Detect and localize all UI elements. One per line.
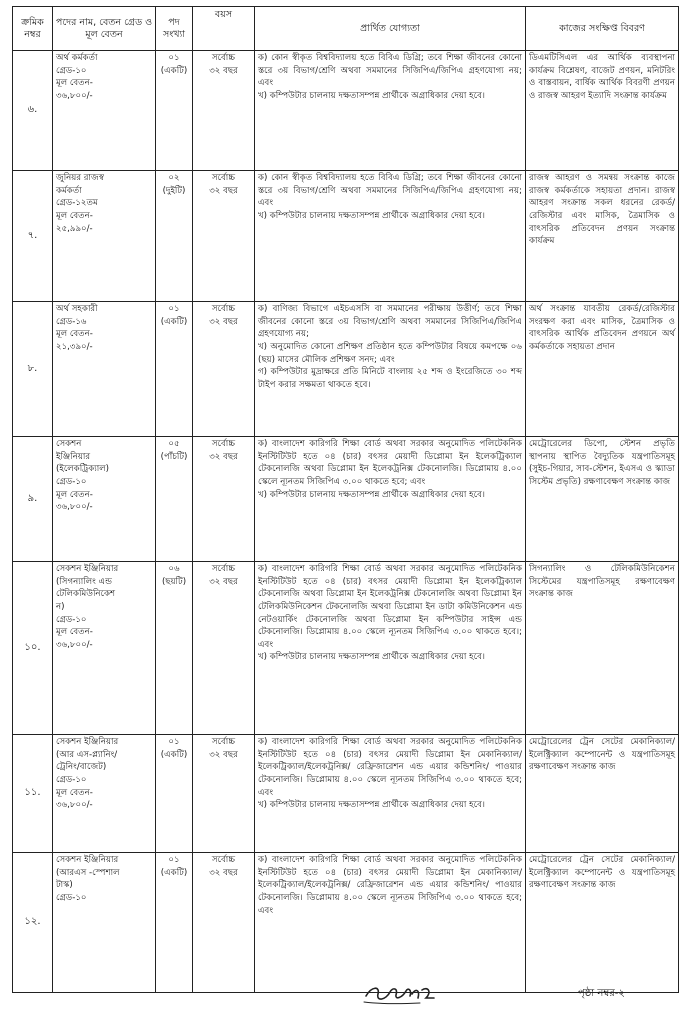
- post-line: মূল বেতন-: [56, 329, 93, 340]
- qualification-cell: [255, 853, 526, 993]
- post-line: মূল বেতন-: [56, 78, 93, 89]
- post-line: ইঞ্জিনিয়ার: [56, 451, 91, 462]
- post-line: সেকশন: [56, 439, 82, 449]
- age-cell: [193, 735, 255, 853]
- serial-cell: ৮.: [13, 302, 53, 437]
- age-cell: [193, 51, 255, 171]
- header-qualification: প্রার্থিত যোগ্যতা: [255, 7, 526, 51]
- count-line: (দুইটি): [162, 185, 186, 196]
- post-line: (আরএস -স্পেশাল: [56, 867, 120, 878]
- qualification-cell: [255, 171, 526, 302]
- post-line: মূল বেতন-: [56, 627, 93, 638]
- table-row: [13, 51, 679, 171]
- age-line: ৩২ বছর: [209, 316, 238, 327]
- qualification-cell: [255, 302, 526, 437]
- qualification-item: ক) বাংলাদেশ কারিগরি শিক্ষা বোর্ড অথবা সরকার অনুমোদিত পলিটেকনিক ইনস্টিটিউট হতে ০৪ (চার) বৎসর মেয়াদী ডিপ্লোমা ইন মেকানিক্যাল/ ইলেকট্রিক্যাল/ইলেকট্রনিক্স/ রেফ্রিজারেশন এন্ড এয়ার কন্ডিশনিং/ পাওয়ার টেকনোলজি। ডিপ্লোমায় ৪.০০ স্কেলে ন্যূনতম সিজিপিএ ৩.০০ থাকতে হবে; এবং: [258, 855, 522, 916]
- count-line: (একটি): [160, 867, 188, 878]
- age-line: ৩২ বছর: [209, 451, 238, 462]
- description-cell: মেট্রোরেলের ট্রেন সেটের মেকানিক্যাল/ ইলেক্ট্রিক্যাল কম্পোনেন্ট ও যন্ত্রপাতিসমূহ রক্ষণাবেক্ষণ সংক্রান্ত কাজ: [526, 853, 679, 993]
- post-line: ৩৬,৮০০/-: [56, 90, 93, 101]
- posts-table: [12, 6, 679, 993]
- post-line: গ্রেড-১০: [56, 65, 87, 76]
- signature: [360, 978, 445, 1008]
- post-line: গ্রেড-১৬: [56, 316, 87, 327]
- post-line: অর্থ কর্মকর্তা: [56, 53, 98, 63]
- table-row: [13, 171, 679, 302]
- table-row: [13, 437, 679, 562]
- count-line: ০১: [168, 737, 180, 747]
- description-cell: রাজস্ব আহরণ ও সমন্বয় সংক্রান্ত কাজে রাজস্ব কর্মকর্তাকে সহায়তা প্রদান। রাজস্ব আহরণ সংক্রান্ত সকল ধরনের রেকর্ড/রেজিস্টার এবং মাসিক, ত্রৈমাসিক ও বাৎসরিক প্রতিবেদন প্রণয়ন সংক্রান্ত কার্যক্রম: [526, 171, 679, 302]
- post-cell: [53, 437, 156, 562]
- post-line: (ইলেকট্রিক্যাল): [56, 464, 110, 475]
- qualification-item: খ) কম্পিউটার চালনায় দক্ষতাসম্পন্ন প্রার্থীকে অগ্রাধিকার দেয়া হবে।: [258, 210, 485, 221]
- qualification-cell: [255, 51, 526, 171]
- count-line: (পাঁচটি): [160, 451, 188, 462]
- description-cell: মেট্রোরেলের ডিপো, স্টেশন প্রভৃতি স্থাপনায় স্থাপিত বৈদ্যুতিক যন্ত্রপাতিসমূহ (সুইচ-গিয়ার, সাব-স্টেশন, ইএসএ ও স্ক্যাডা সিস্টেম প্রভৃতি) রক্ষণাবেক্ষণ সংক্রান্ত কাজ: [526, 437, 679, 562]
- qualification-cell: [255, 735, 526, 853]
- table-row: [13, 302, 679, 437]
- header-serial: ক্রমিক নম্বর: [13, 7, 53, 51]
- post-line: টেলিকমিউনিকেশ: [56, 589, 116, 600]
- post-line: ট্রেনিং/বাজেট): [56, 762, 107, 773]
- post-line: মূল বেতন-: [56, 489, 93, 500]
- table-row: [13, 853, 679, 993]
- post-line: ৩৬,৮০০/-: [56, 800, 93, 811]
- post-line: ২৫,৯৯০/-: [56, 223, 93, 234]
- post-line: (আর এস-প্ল্যানিং/: [56, 749, 118, 760]
- post-line: জুনিয়র রাজস্ব: [56, 173, 104, 183]
- qualification-item: ক) কোন স্বীকৃত বিশ্ববিদ্যালয় হতে বিবিএ ডিগ্রি; তবে শিক্ষা জীবনের কোনো স্তরে ৩য় বিভাগ/শ্রেণি অথবা সমমানের সিজিপিএ/জিপিএ গ্রহণযোগ্য নয়; এবং: [258, 53, 522, 89]
- serial-cell: ১২.: [13, 853, 53, 993]
- qualification-item: ক) বাংলাদেশ কারিগরি শিক্ষা বোর্ড অথবা সরকার অনুমোদিত পলিটেকনিক ইনস্টিটিউট হতে ০৪ (চার) বৎসর মেয়াদী ডিপ্লোমা ইন ইলেকট্রিক্যাল টেকনোলজি অথবা ডিপ্লোমা ইন ইলেকট্রনিক্স টেকনোলজি। ডিপ্লোমায় ৪.০০ স্কেলে ন্যূনতম সিজিপিএ ৩.০০ থাকতে হবে; এবং: [258, 439, 522, 487]
- post-line: ৩৬,৮০০/-: [56, 639, 93, 650]
- post-line: সেকশন ইঞ্জিনিয়ার: [56, 564, 119, 574]
- count-cell: [156, 51, 193, 171]
- count-cell: [156, 437, 193, 562]
- age-cell: [193, 562, 255, 735]
- post-cell: [53, 562, 156, 735]
- post-line: ২১,৩৯০/-: [56, 341, 93, 352]
- age-line: ৩২ বছর: [209, 65, 238, 76]
- qualification-item: ক) বাংলাদেশ কারিগরি শিক্ষা বোর্ড অথবা সরকার অনুমোদিত পলিটেকনিক ইনস্টিটিউট হতে ০৪ (চার) বৎসর মেয়াদী ডিপ্লোমা ইন মেকানিক্যাল/ ইলেকট্রিক্যাল/ইলেকট্রনিক্স/ রেফ্রিজারেশন এন্ড এয়ার কন্ডিশনিং/ পাওয়ার টেকনোলজি। ডিপ্লোমায় ৪.০০ স্কেলে ন্যূনতম সিজিপিএ ৩.০০ থাকতে হবে; এবং: [258, 737, 522, 798]
- age-cell: [193, 302, 255, 437]
- age-line: ৩২ বছর: [209, 576, 238, 587]
- count-cell: [156, 562, 193, 735]
- qualification-item: ক) বাণিজ্য বিভাগে এইচএসসি বা সমমানের পরীক্ষায় উত্তীর্ণ; তবে শিক্ষা জীবনের কোনো স্তরে ৩য় বিভাগ/শ্রেণি অথবা সমমানের সিজিপিএ/জিপিএ গ্রহণযোগ্য নয়;: [258, 304, 522, 340]
- table-header-row: [13, 7, 679, 51]
- post-line: ন): [56, 601, 65, 612]
- age-line: সর্বোচ্চ: [211, 564, 236, 574]
- post-line: সেকশন ইঞ্জিনিয়ার: [56, 737, 119, 747]
- description-cell: সিগন্যালিং ও টেলিকমিউনিকেশন সিস্টেমের যন্ত্রপাতিসমূহ রক্ষণাবেক্ষণ সংক্রান্ত কাজ: [526, 562, 679, 735]
- count-line: ০১: [168, 855, 180, 865]
- age-line: সর্বোচ্চ: [211, 855, 236, 865]
- serial-cell: ৬.: [13, 51, 53, 171]
- qualification-item: খ) কম্পিউটার চালনায় দক্ষতাসম্পন্ন প্রার্থীকে অগ্রাধিকার দেয়া হবে।: [258, 652, 485, 663]
- post-cell: [53, 302, 156, 437]
- post-line: মূল বেতন-: [56, 210, 93, 221]
- description-cell: ডিএমটিসিএল এর আর্থিক ব্যবস্থাপনা কার্যক্রম বিশ্লেষণ, বাজেট প্রণয়ন, মনিটরিং ও বাস্তবায়ন, বার্ষিক আর্থিক বিবরণী প্রণয়ন ও রাজস্ব আহরণ ইত্যাদি সংক্রান্ত কার্যক্রম: [526, 51, 679, 171]
- description-cell: অর্থ সংক্রান্ত যাবতীয় রেকর্ড/রেজিস্টার সংরক্ষণ করা এবং মাসিক, ত্রৈমাসিক ও বাৎসরিক আর্থিক প্রতিবেদন প্রণয়নে অর্থ কর্মকর্তাকে সহায়তা প্রদান: [526, 302, 679, 437]
- description-cell: মেট্রোরেলের ট্রেন সেটের মেকানিক্যাল/ ইলেক্ট্রিক্যাল কম্পোনেন্ট ও যন্ত্রপাতিসমূহ রক্ষণাবেক্ষণ সংক্রান্ত কাজ: [526, 735, 679, 853]
- serial-cell: ১০.: [13, 562, 53, 735]
- post-line: মূল বেতন-: [56, 787, 93, 798]
- post-line: গ্রেড-১০: [56, 614, 87, 625]
- qualification-item: খ) কম্পিউটার চালনায় দক্ষতাসম্পন্ন প্রার্থীকে অগ্রাধিকার দেয়া হবে।: [258, 489, 485, 500]
- recruitment-table-page: [12, 6, 678, 993]
- qualification-item: গ) কম্পিউটার মুদ্রাক্ষরে প্রতি মিনিটে বাংলায় ২৫ শব্দ ও ইংরেজিতে ৩০ শব্দ টাইপ করার সক্ষমতা থাকতে হবে।: [258, 367, 522, 390]
- qualification-item: খ) অনুমোদিত কোনো প্রশিক্ষণ প্রতিষ্ঠান হতে কম্পিউটার বিষয়ে কমপক্ষে ০৬ (ছয়) মাসের মৌলিক প্রশিক্ষণ সনদ; এবং: [258, 341, 522, 365]
- count-cell: [156, 735, 193, 853]
- table-row: [13, 562, 679, 735]
- count-line: ০৬: [168, 564, 180, 574]
- count-line: ০৫: [168, 439, 180, 449]
- serial-cell: ১১.: [13, 735, 53, 853]
- age-line: ৩২ বছর: [209, 867, 238, 878]
- post-cell: [53, 735, 156, 853]
- post-line: ৩৬,৮০০/-: [56, 502, 93, 513]
- count-line: ০১: [168, 53, 180, 63]
- age-cell: [193, 171, 255, 302]
- header-description: কাজের সংক্ষিপ্ত বিবরণ: [526, 7, 679, 51]
- count-line: ০১: [168, 304, 180, 314]
- count-line: (একটি): [160, 316, 188, 327]
- serial-cell: ৯.: [13, 437, 53, 562]
- post-line: গ্রেড-১০: [56, 892, 87, 903]
- header-age: বয়স: [193, 7, 255, 51]
- post-cell: [53, 853, 156, 993]
- post-line: গ্রেড-১০: [56, 476, 87, 487]
- post-line: গ্রেড-১০: [56, 774, 87, 785]
- qualification-item: ক) বাংলাদেশ কারিগরি শিক্ষা বোর্ড অথবা সরকার অনুমোদিত পলিটেকনিক ইনস্টিটিউট হতে ০৪ (চার) বৎসর মেয়াদী ডিপ্লোমা ইন ইলেকট্রিক্যাল টেকনোলজি অথবা ডিপ্লোমা ইন ইলেকট্রনিক্স টেকনোলজি অথবা ডিপ্লোমা ইন টেলিকমিউনিকেশন টেকনোলজি অথবা ডিপ্লোমা ইন ডাটা কমিউনিকেশন এন্ড নেটওয়ার্কিং টেকনোলজি অথবা ডিপ্লোমা ইন কম্পিউটার সাইন্স এন্ড টেকনোলজি। ডিপ্লোমায় ৪.০০ স্কেলে ন্যূনতম সিজিপিএ ৩.০০ থাকতে হবে।; এবং: [258, 564, 522, 650]
- count-line: (ছয়টি): [161, 576, 187, 587]
- age-cell: [193, 853, 255, 993]
- header-post: পদের নাম, বেতন গ্রেড ও মূল বেতন: [53, 7, 156, 51]
- qualification-item: খ) কম্পিউটার চালনায় দক্ষতাসম্পন্ন প্রার্থীকে অগ্রাধিকার দেয়া হবে।: [258, 800, 485, 811]
- header-count: পদ সংখ্যা: [156, 7, 193, 51]
- count-cell: [156, 171, 193, 302]
- count-line: ০২: [168, 173, 180, 183]
- qualification-item: ক) কোন স্বীকৃত বিশ্ববিদ্যালয় হতে বিবিএ ডিগ্রি; তবে শিক্ষা জীবনের কোনো স্তরে ৩য় বিভাগ/শ্রেণি অথবা সমমানের সিজিপিএ/জিপিএ গ্রহণযোগ্য নয়; এবং: [258, 173, 522, 209]
- count-line: (একটি): [160, 749, 188, 760]
- post-line: টাস্ক): [56, 880, 73, 891]
- count-line: (একটি): [160, 65, 188, 76]
- qualification-cell: [255, 562, 526, 735]
- post-line: (সিগন্যালিং এন্ড: [56, 576, 112, 587]
- age-line: সর্বোচ্চ: [211, 304, 236, 314]
- count-cell: [156, 853, 193, 993]
- age-line: ৩২ বছর: [209, 749, 238, 760]
- age-line: সর্বোচ্চ: [211, 737, 236, 747]
- post-cell: [53, 51, 156, 171]
- count-cell: [156, 302, 193, 437]
- post-cell: [53, 171, 156, 302]
- age-line: সর্বোচ্চ: [211, 53, 236, 63]
- post-line: সেকশন ইঞ্জিনিয়ার: [56, 855, 119, 865]
- qualification-cell: [255, 437, 526, 562]
- age-cell: [193, 437, 255, 562]
- post-line: কর্মকর্তা: [56, 185, 82, 196]
- serial-cell: ৭.: [13, 171, 53, 302]
- table-row: [13, 735, 679, 853]
- age-line: সর্বোচ্চ: [211, 173, 236, 183]
- age-line: সর্বোচ্চ: [211, 439, 236, 449]
- qualification-item: খ) কম্পিউটার চালনায় দক্ষতাসম্পন্ন প্রার্থীকে অগ্রাধিকার দেয়া হবে।: [258, 90, 485, 101]
- age-line: ৩২ বছর: [209, 185, 238, 196]
- post-line: অর্থ সহকারী: [56, 304, 98, 314]
- page-number: পৃষ্ঠা নম্বর-২: [578, 988, 625, 999]
- post-line: গ্রেড-১২তম: [56, 198, 98, 209]
